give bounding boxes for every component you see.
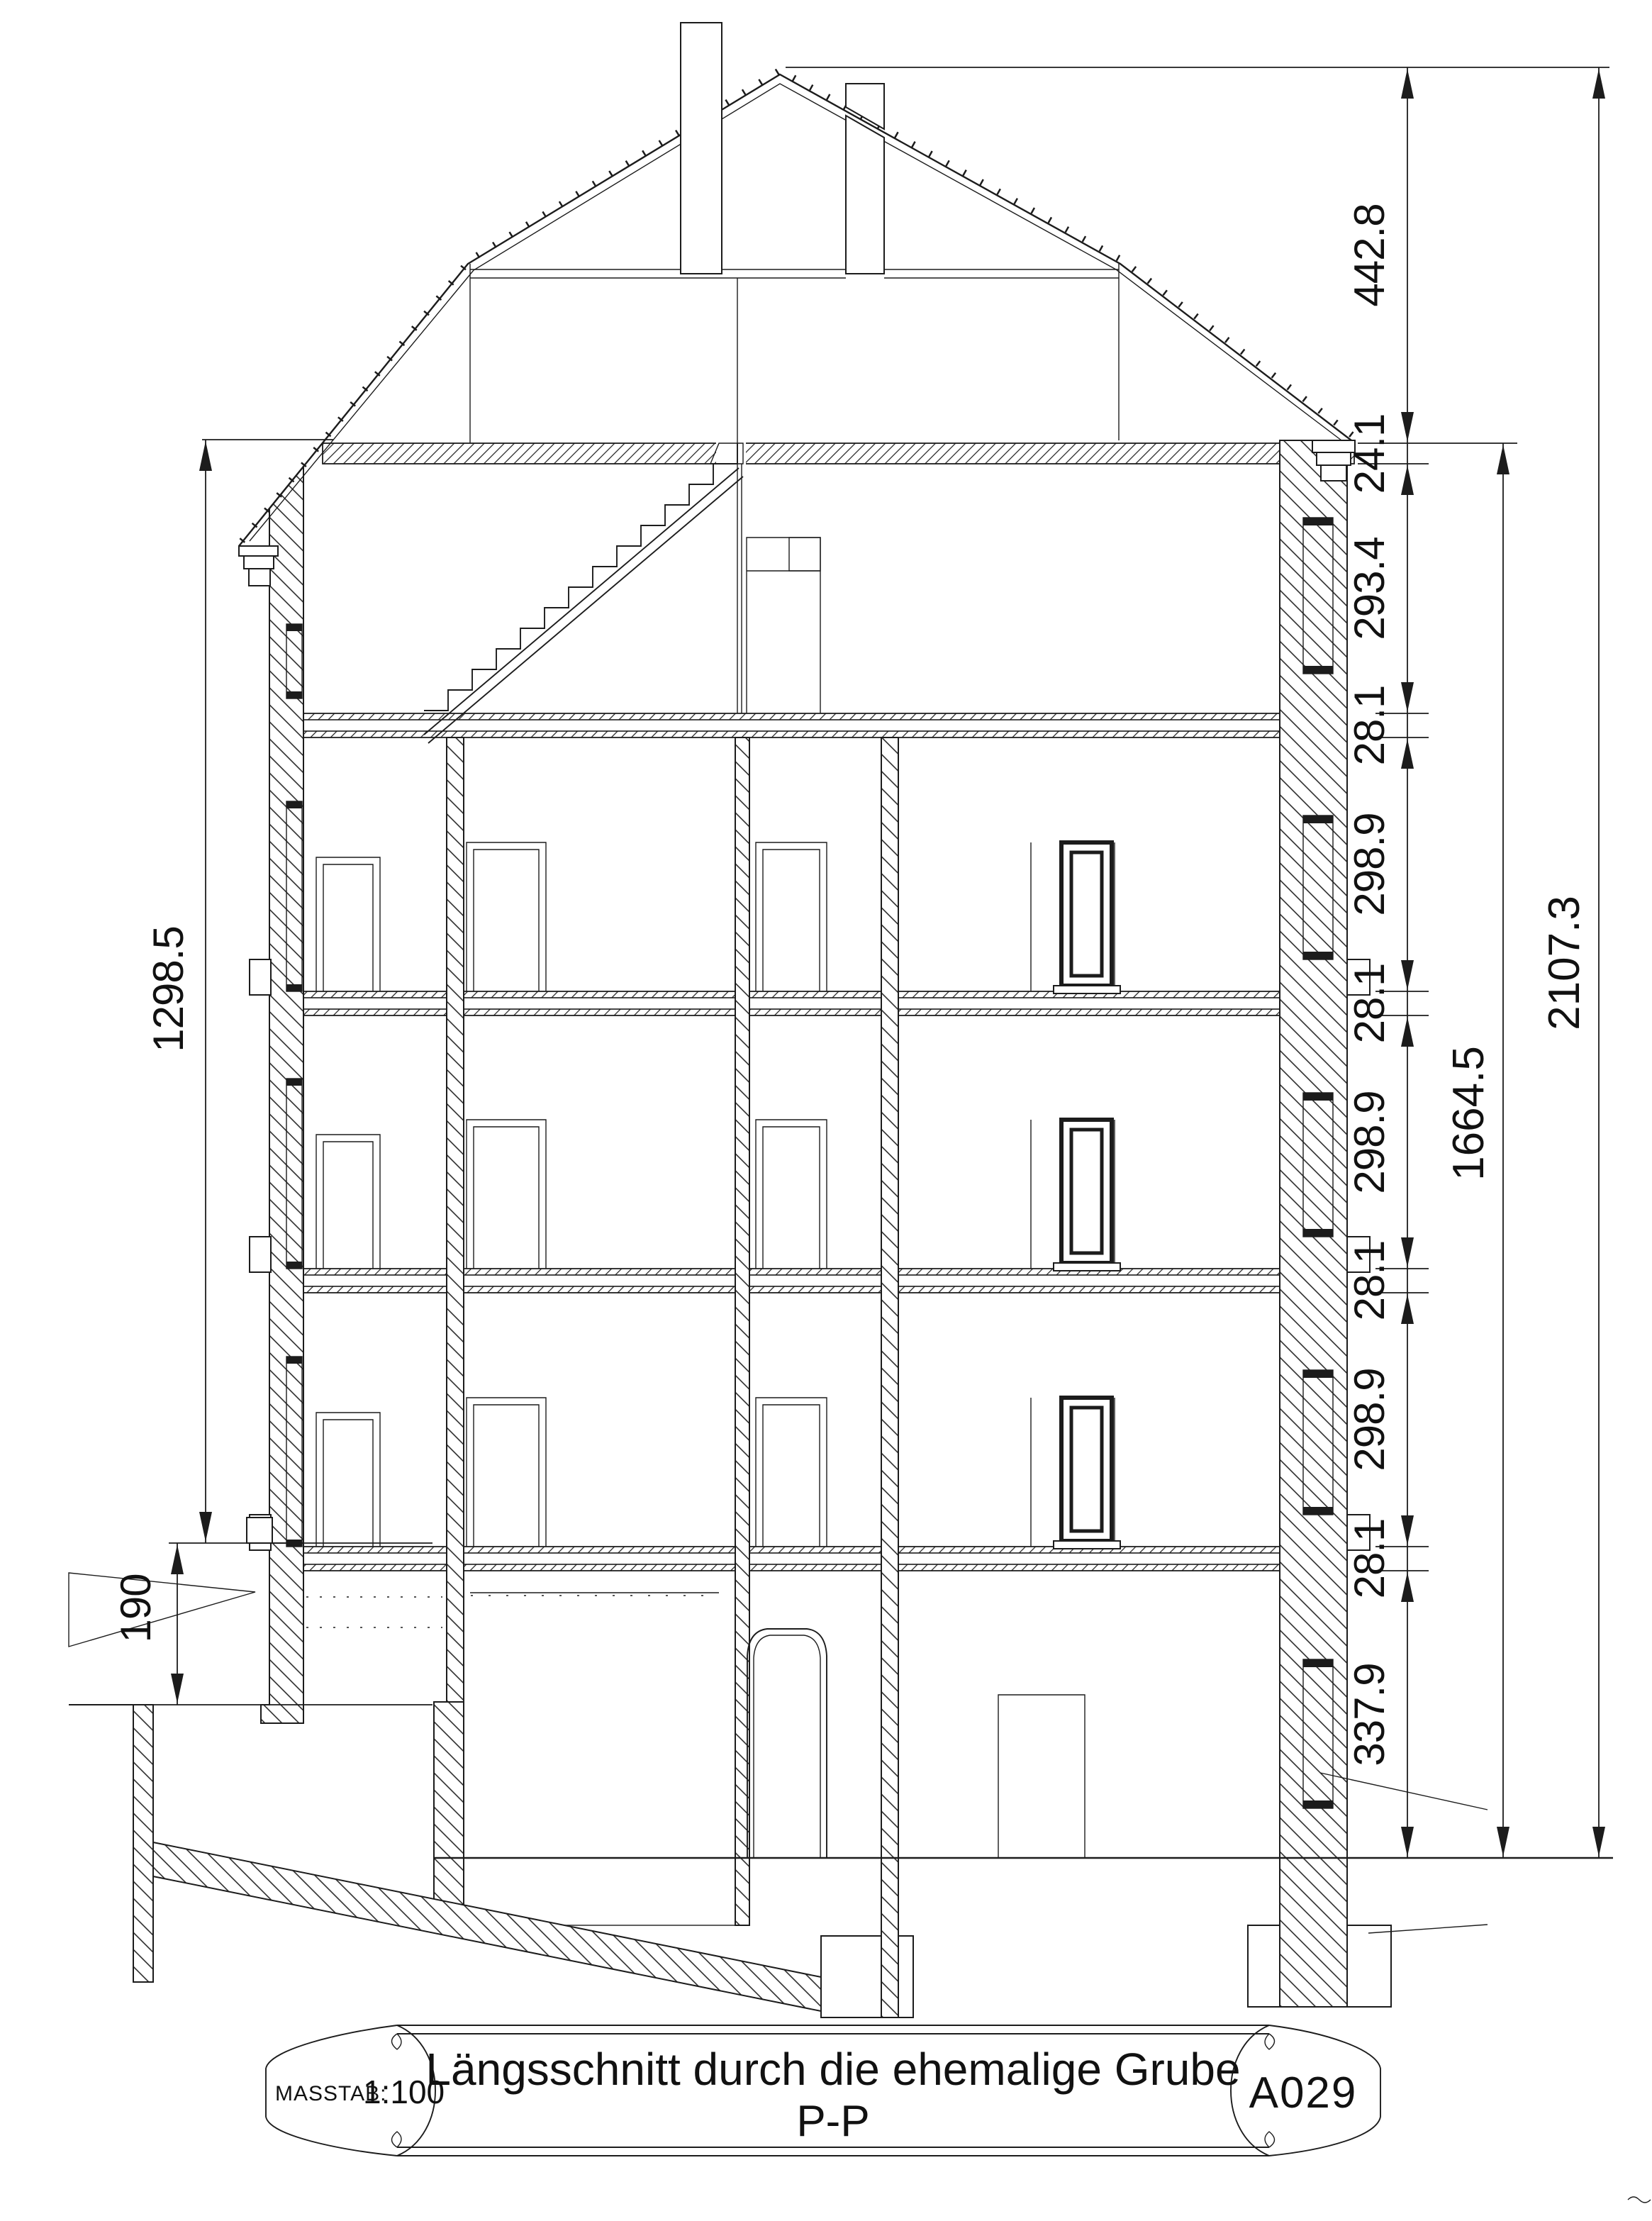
sheet-number: A029 xyxy=(1249,2069,1358,2117)
dim-left-height-label: 1298.5 xyxy=(145,926,192,1052)
dim-label-5: 28.1 xyxy=(1346,963,1393,1044)
dim-label-10: 337.9 xyxy=(1346,1663,1393,1766)
dim-label-1: 24.1 xyxy=(1346,413,1393,494)
floor-2 xyxy=(316,1120,1120,1271)
interior-wall-1-foundation xyxy=(434,1702,464,1908)
window-elevation-2 xyxy=(1031,1120,1120,1271)
dim-label-4: 298.9 xyxy=(1346,813,1393,916)
left-chimney xyxy=(681,23,722,274)
left-plinth xyxy=(261,1543,303,1723)
dim-total-overall-label: 2107.3 xyxy=(1540,896,1589,1030)
dim-label-9: 28.1 xyxy=(1346,1518,1393,1599)
title-block xyxy=(266,2025,1380,2156)
print-mark xyxy=(1628,2197,1651,2203)
dim-total-upper-label: 1664.5 xyxy=(1444,1046,1493,1181)
vaulted-door xyxy=(747,1629,827,1858)
attic xyxy=(424,278,820,743)
windows-sectioned xyxy=(286,518,1333,1808)
window-elevation-3 xyxy=(1031,842,1120,993)
foundation-right-wall xyxy=(1280,1858,1347,2007)
hidden-platform-lines xyxy=(306,1596,715,1627)
window-elevation-1 xyxy=(1031,1398,1120,1549)
drawing-title: Längsschnitt durch die ehemalige Grube xyxy=(425,2044,1241,2095)
footing-central-wall xyxy=(881,1858,898,2017)
interior-wall-1 xyxy=(447,737,464,1858)
right-chimney xyxy=(846,84,884,274)
roof-batten-ticks xyxy=(242,70,1354,541)
interior-wall-2-foundation xyxy=(735,1858,749,1925)
slope-wedge xyxy=(69,1573,255,1647)
footing-central-outline xyxy=(821,1936,913,2017)
attic-door xyxy=(747,538,820,713)
collar-ceiling xyxy=(470,269,1119,278)
pit-ramp xyxy=(153,1842,821,2011)
dim-label-3: 28.1 xyxy=(1346,685,1393,766)
walls xyxy=(261,440,1347,1925)
eaves-ceiling-band xyxy=(323,443,1354,464)
dim-label-2: 293.4 xyxy=(1346,537,1393,640)
floor-1 xyxy=(316,1398,1120,1549)
dim-label-8: 298.9 xyxy=(1346,1368,1393,1471)
staircase xyxy=(424,443,743,743)
foundation xyxy=(69,1705,1391,2017)
dim-label-7: 28.1 xyxy=(1346,1240,1393,1321)
scale-label: MASSTAB: xyxy=(275,2082,387,2105)
roof xyxy=(239,23,1354,546)
dim-label-0: 442.8 xyxy=(1346,204,1393,307)
ground-floor xyxy=(306,1593,1085,1858)
dim-label-6: 298.9 xyxy=(1346,1091,1393,1194)
drawing-title-2: P-P xyxy=(796,2097,870,2146)
floor-3 xyxy=(316,842,1120,993)
dimension-chain-right xyxy=(786,67,1609,1858)
dim-left-step-label: 190 xyxy=(112,1574,160,1643)
interior-wall-3 xyxy=(881,737,898,1858)
exterior-wall-right xyxy=(1280,440,1347,1858)
ground-door-right xyxy=(998,1695,1085,1858)
pit-retaining-wall xyxy=(133,1705,153,1982)
scale-value: 1:100 xyxy=(363,2074,445,2110)
